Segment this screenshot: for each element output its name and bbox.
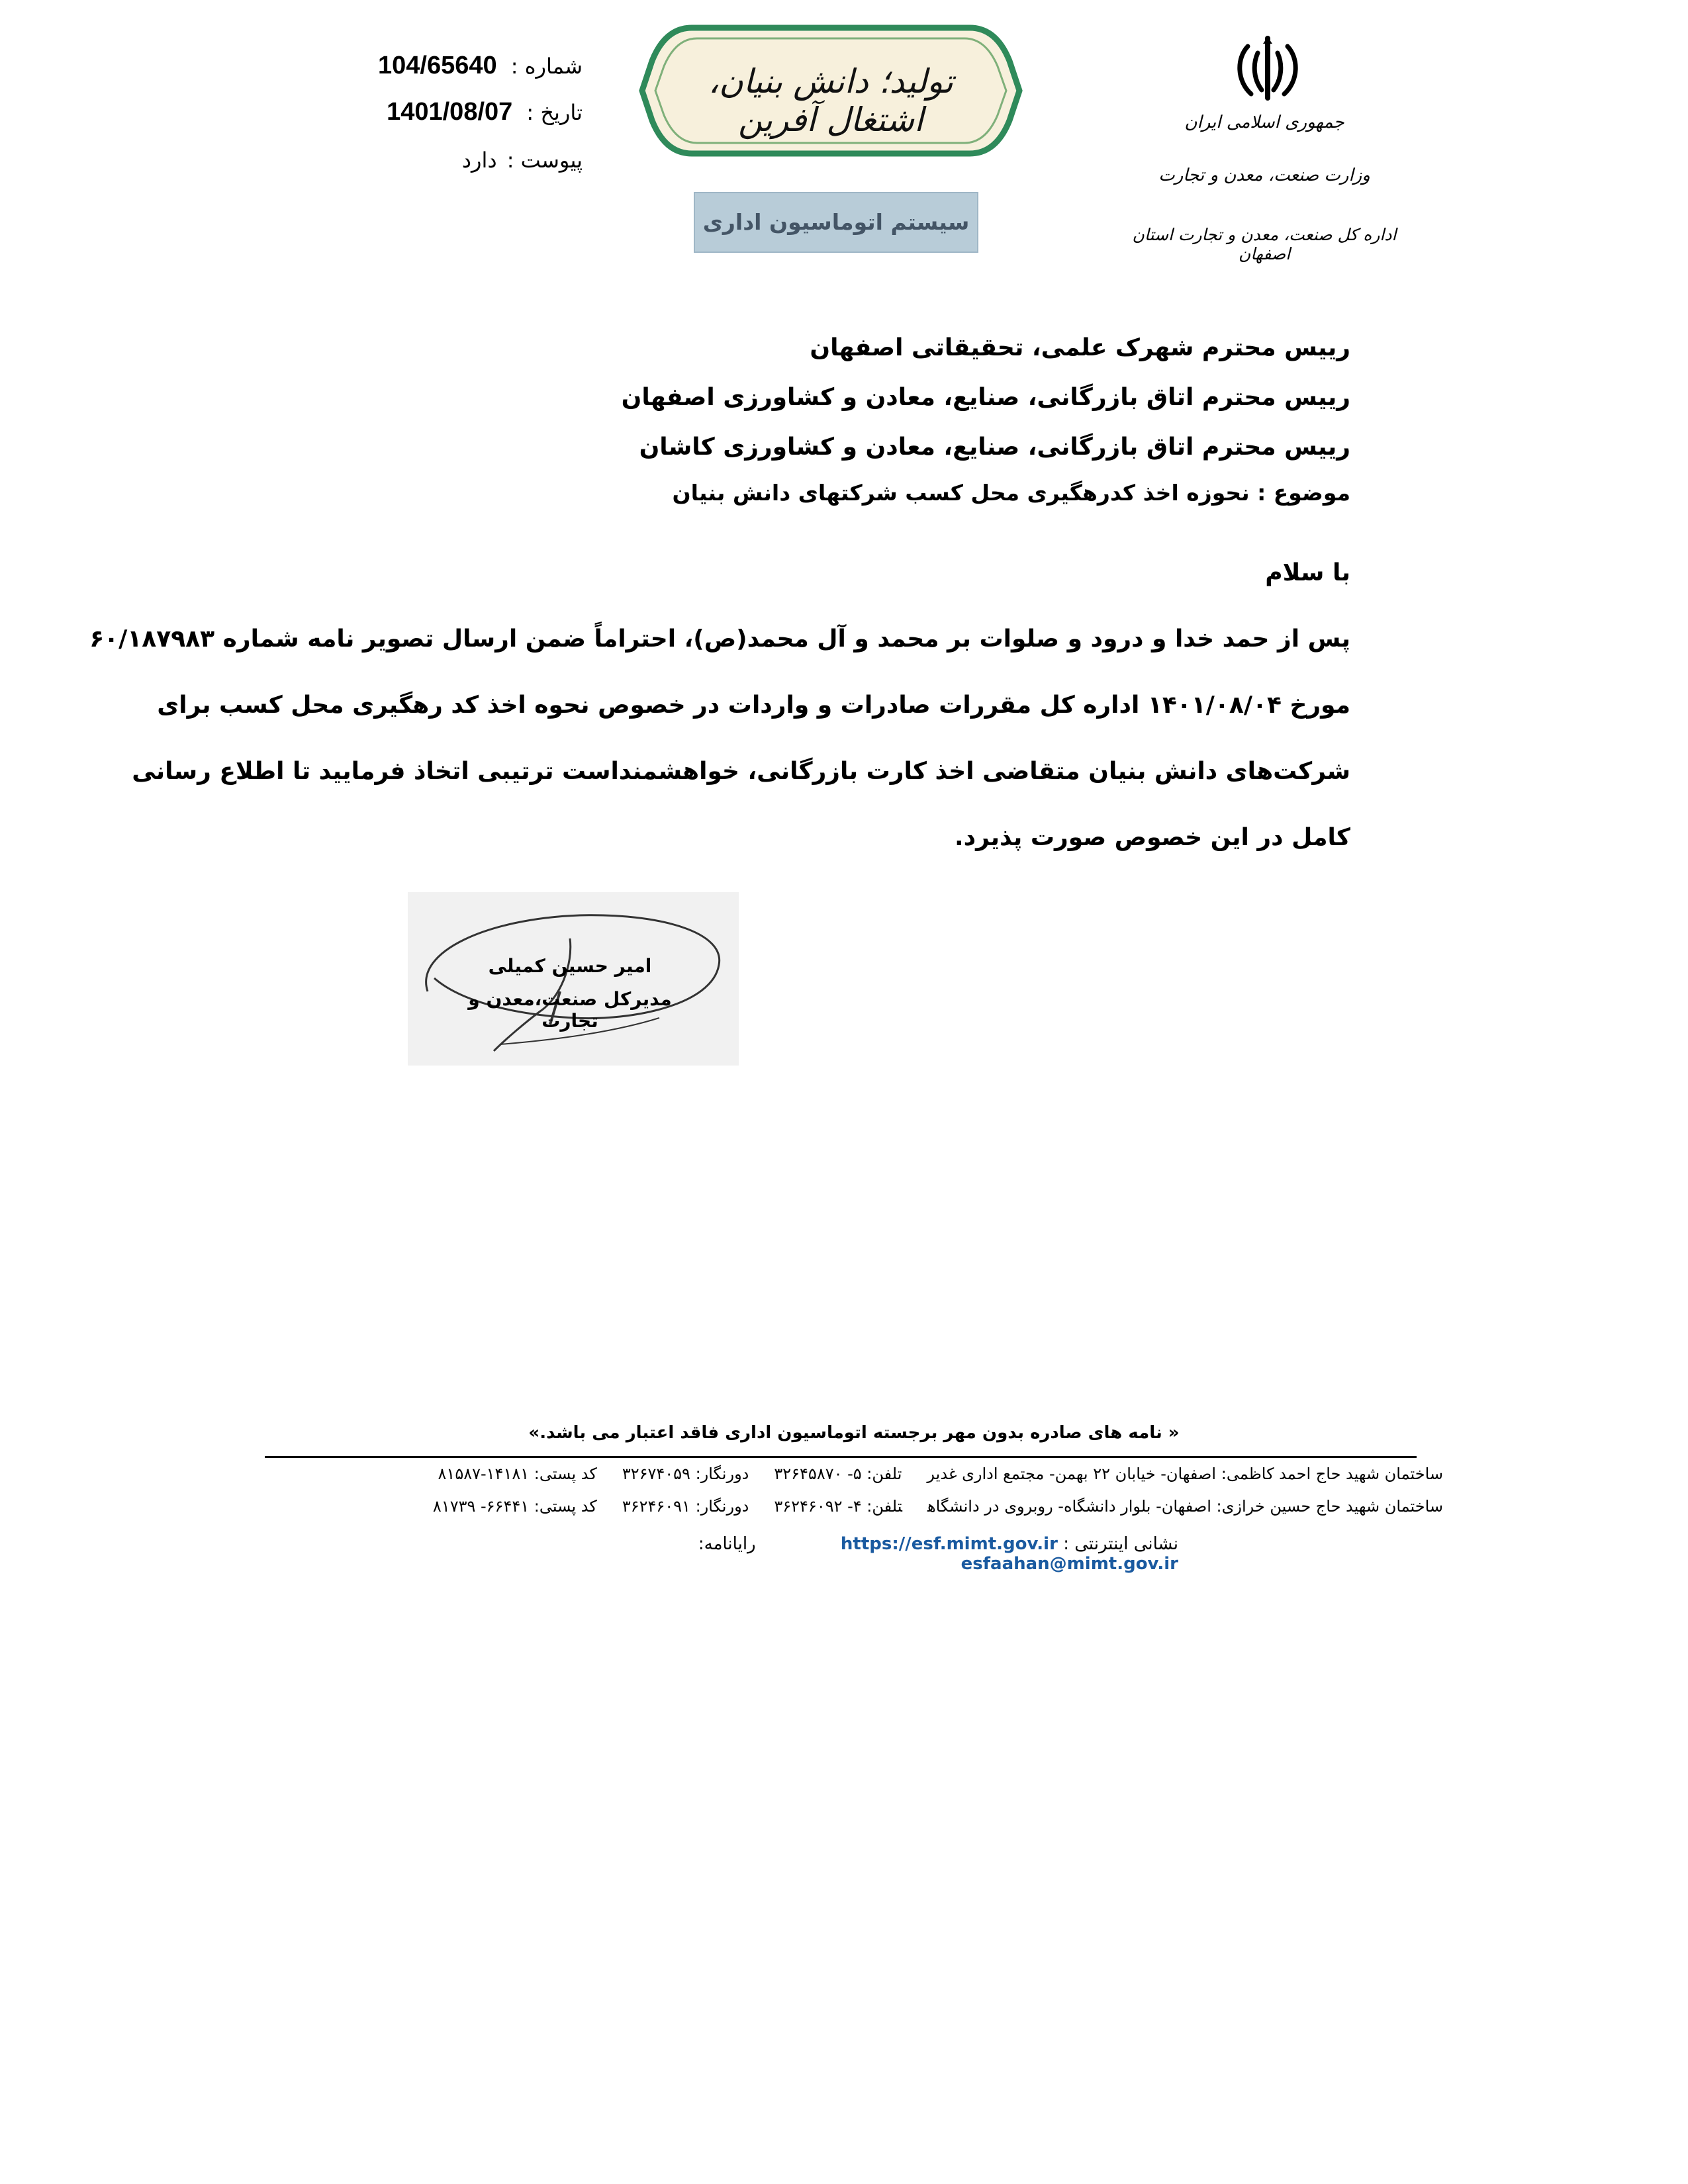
emblem-line-ministry: وزارت صنعت، معدن و تجارت	[1158, 165, 1370, 185]
body-line-4: کامل در این خصوص صورت پذیرد.	[954, 824, 1350, 851]
body-line-2: مورخ ۱۴۰۱/۰۸/۰۴ اداره کل مقررات صادرات و واردات در خصوص نحوه اخذ کد رهگیری محل کسب برای	[157, 692, 1350, 719]
slogan-badge	[639, 21, 1023, 160]
signatory-name: امیر حسین کمیلی	[488, 955, 652, 977]
footer-divider	[265, 1456, 1417, 1458]
handwritten-signature	[408, 892, 739, 1066]
addressee-3: رییس محترم اتاق بازرگانی، صنایع، معادن و کشاورزی کاشان	[639, 433, 1350, 461]
emblem-line-department: اداره کل صنعت، معدن و تجارت استان اصفهان	[1132, 225, 1397, 263]
emblem-line-country: جمهوری اسلامی ایران	[1184, 113, 1344, 132]
meta-attachment-row	[331, 148, 583, 187]
slogan-text: تولید؛ دانش بنیان، اشتغال آفرین	[708, 62, 953, 139]
greeting: با سلام	[1265, 559, 1350, 586]
meta-attachment-value: دارد	[461, 148, 497, 173]
footer-web-contacts	[516, 1534, 1178, 1574]
meta-date-label: تاریخ :	[526, 100, 583, 125]
signature-block	[408, 892, 739, 1066]
footer-web-label: نشانی اینترنتی :	[1063, 1534, 1178, 1554]
footer-address-1-phone: تلفن: ۵- ۳۲۶۴۵۸۷۰	[774, 1465, 902, 1483]
footer-address-1	[265, 1465, 1443, 1483]
letter-subject: موضوع : نحوزه اخذ کدرهگیری محل کسب شرکتهای دانش بنیان	[672, 480, 1350, 506]
iran-emblem-icon	[1231, 33, 1304, 106]
body-line-1: پس از حمد خدا و درود و صلوات بر محمد و آل محمد(ص)، احتراماً ضمن ارسال تصویر نامه شماره ۶۰/۱۸۷۹۸۳	[89, 625, 1350, 653]
meta-date-row	[331, 98, 583, 138]
meta-number-row	[331, 52, 583, 91]
footer-email-label: رایانامه:	[698, 1534, 756, 1554]
system-label-box: سیستم اتوماسیون اداری	[694, 192, 978, 253]
footer-address-2-phone: تلفن: ۴- ۳۶۲۴۶۰۹۲	[774, 1497, 902, 1516]
signatory-title: مدیرکل صنعت،معدن و تجارت	[468, 988, 672, 1032]
footer-address-2	[265, 1497, 1443, 1516]
emblem-block	[1125, 33, 1403, 263]
footer-email-link[interactable]: esfaahan@mimt.gov.ir	[961, 1554, 1178, 1574]
footer-website-link[interactable]: https://esf.mimt.gov.ir	[840, 1534, 1058, 1554]
footer-address-2-fax: دورنگار: ۳۶۲۴۶۰۹۱	[622, 1497, 749, 1516]
footer-address-2-postal: کد پستی: ۶۶۴۴۱- ۸۱۷۳۹	[432, 1497, 597, 1516]
footer-address-2-text: ساختمان شهید حاج حسین خرازی: اصفهان- بلوار دانشگاه- روبروی در دانشگاه	[927, 1497, 1443, 1516]
footer-address-1-text: ساختمان شهید حاج احمد کاظمی: اصفهان- خیابان ۲۲ بهمن- مجتمع اداری غدیر	[927, 1465, 1443, 1483]
footer-address-1-fax: دورنگار: ۳۲۶۷۴۰۵۹	[622, 1465, 749, 1483]
meta-number-label: شماره :	[510, 54, 583, 79]
meta-date-value: 1401/08/07	[387, 98, 513, 126]
body-line-3: شرکت‌های دانش بنیان متقاضی اخذ کارت بازرگانی، خواهشمنداست ترتیبی اتخاذ فرمایید تا اطلاع رسانی	[132, 758, 1350, 785]
letter-meta	[331, 52, 583, 191]
footer-validity-note: « نامه های صادره بدون مهر برجسته اتوماسیون اداری فاقد اعتبار می باشد.»	[528, 1423, 1180, 1443]
addressee-1: رییس محترم شهرک علمی، تحقیقاتی اصفهان	[810, 334, 1350, 361]
footer-address-1-postal: کد پستی: ۱۴۱۸۱-۸۱۵۸۷	[438, 1465, 597, 1483]
addressee-2: رییس محترم اتاق بازرگانی، صنایع، معادن و کشاورزی اصفهان	[621, 384, 1350, 411]
meta-attachment-label: پیوست :	[506, 148, 583, 173]
meta-number-value: 104/65640	[378, 52, 497, 79]
